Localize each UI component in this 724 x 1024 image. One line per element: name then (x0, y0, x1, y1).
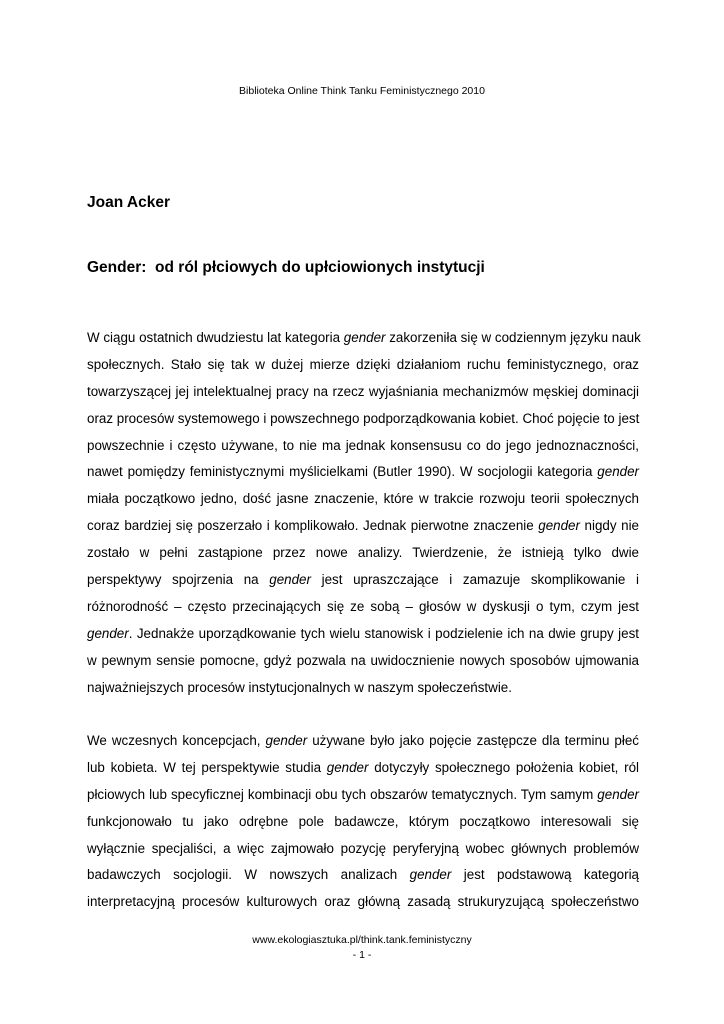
text-segment: zakorzeniła się w codziennym języku nauk (385, 330, 641, 345)
text-segment: coraz bardziej się poszerzało i komplikowało. Jednak pierwotne znaczenie (87, 518, 539, 534)
text-segment: płciowych lub specyficznej kombinacji obu tych obszarów tematycznych. Tym samym (87, 786, 598, 802)
italic-term: gender (326, 759, 369, 775)
text-line (87, 459, 639, 486)
text-line (87, 836, 639, 863)
document-title: Gender: od ról płciowych do upłciowionych instytucji (87, 259, 485, 276)
page-number: - 1 - (352, 949, 372, 961)
text-segment: badawczych socjologii. W nowszych analizach (87, 867, 410, 883)
text-line (87, 567, 639, 594)
text-segment: różnorodność – często przecinających się ze sobą – głosów w dyskusji o tym, czym jest (87, 598, 639, 614)
text-segment: nigdy nie (579, 518, 639, 534)
text-line (87, 889, 639, 916)
text-line (87, 675, 639, 702)
text-segment: . Jednakże uporządkowanie tych wielu stanowisk i podzielenie ich na dwie grupy jest (128, 625, 639, 641)
text-segment: wyłącznie specjaliści, a więc zajmowało pozycję peryferyjną wobec głównych problemów (87, 840, 639, 856)
text-line (87, 728, 639, 755)
text-segment: jest podstawową kategorią (451, 867, 639, 883)
italic-term: gender (597, 464, 639, 480)
text-line (87, 352, 639, 379)
text-segment: W ciągu ostatnich dwudziestu lat kategoria (87, 330, 344, 345)
text-segment: funkcjonowało tu jako odrębne pole badawcze, którym początkowo interesowali się (87, 813, 639, 829)
italic-term: gender (87, 625, 129, 641)
italic-term: gender (409, 867, 452, 883)
italic-term: gender (538, 518, 580, 534)
text-segment: interpretacyjną procesów kulturowych oraz główną zasadą strukuryzującą społeczeństwo (87, 894, 639, 910)
text-segment: lub kobieta. W tej perspektywie studia (87, 759, 327, 775)
text-line (87, 325, 639, 352)
text-line (87, 621, 639, 648)
text-line (87, 513, 639, 540)
paragraph-1 (87, 325, 639, 701)
text-line (87, 594, 639, 621)
text-segment: We wczesnych koncepcjach, (87, 733, 266, 748)
text-line (87, 809, 639, 836)
text-segment: miała początkowo jedno, dość jasne znaczenie, które w trakcie rozwoju teorii społecznych (87, 491, 639, 507)
text-segment: dotyczyły społecznego położenia kobiet, ról (368, 759, 639, 775)
text-segment: jest upraszczające i zamazuje skomplikowanie i (310, 572, 639, 588)
paragraph-2 (87, 728, 639, 916)
footer-url: www.ekologiasztuka.pl/think.tank.feministyczny (252, 934, 472, 946)
text-line (87, 862, 639, 889)
text-line (87, 379, 639, 406)
italic-term: gender (343, 330, 386, 345)
text-line (87, 486, 639, 513)
italic-term: gender (269, 572, 311, 588)
page-header: Biblioteka Online Think Tanku Feministycznego 2010 (239, 85, 485, 97)
text-line (87, 755, 639, 782)
text-segment: zostało w pełni zastąpione przez nowe analizy. Twierdzenie, że istnieją tylko dwie (87, 545, 639, 561)
text-line (87, 433, 639, 460)
text-line (87, 648, 639, 675)
italic-term: gender (597, 786, 639, 802)
text-segment: nawet pomiędzy feministycznymi myślicielkami (Butler 1990). W socjologii kategoria (87, 464, 598, 480)
author-name: Joan Acker (87, 194, 170, 211)
text-segment: perspektywy spojrzenia na (87, 572, 270, 588)
page-footer (0, 933, 724, 963)
text-line (87, 406, 639, 433)
text-segment: powszechnie i często używane, to nie ma jednak konsensusu co do jego jednoznaczności, (87, 437, 639, 453)
text-segment: społecznych. Stało się tak w dużej mierze dzięki działaniom ruchu feministycznego, oraz (87, 356, 639, 372)
italic-term: gender (265, 733, 308, 748)
text-segment: w pewnym sensie pomocne, gdyż pozwala na uwidocznienie nowych sposobów ujmowania (87, 652, 639, 668)
text-line (87, 540, 639, 567)
text-segment: towarzyszącej jej intelektualnej pracy na rzecz wyjaśniania mechanizmów męskiej dominacji (87, 383, 639, 399)
text-segment: oraz procesów systemowego i powszechnego podporządkowania kobiet. Choć pojęcie to jest (87, 410, 640, 426)
text-segment: używane było jako pojęcie zastępcze dla terminu płeć (307, 733, 639, 748)
text-line (87, 782, 639, 809)
text-segment: najważniejszych procesów instytucjonalnych w naszym społeczeństwie. (87, 679, 512, 695)
